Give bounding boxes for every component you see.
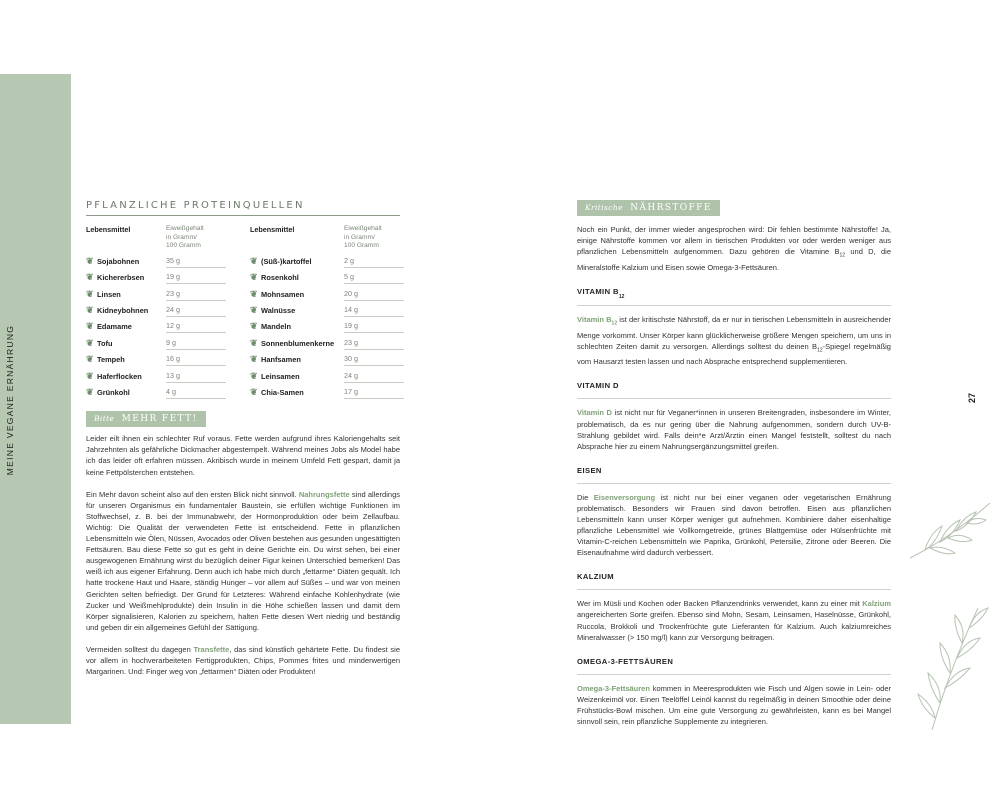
b12-heading: VITAMIN $B_{12}$ [577, 281, 891, 306]
food-name: ❦ Sojabohnen [86, 253, 166, 269]
food-name: ❦ Kidneybohnen [86, 302, 166, 318]
leaf-icon: ❦ [86, 386, 94, 397]
leaf-icon: ❦ [86, 255, 94, 266]
food-name: ❦ Tofu [86, 335, 166, 351]
protein-value: 19 g [344, 318, 400, 334]
kalzium-heading: KALZIUM [577, 566, 891, 590]
protein-table [86, 225, 400, 251]
protein-value: 20 g [344, 286, 400, 302]
leaf-icon: ❦ [250, 370, 258, 381]
leaf-branch-illustration [900, 498, 995, 733]
leaf-icon: ❦ [86, 272, 94, 283]
leaf-icon: ❦ [250, 337, 258, 348]
protein-value: 19 g [166, 269, 250, 285]
col-header-food-2: Lebensmittel [250, 225, 295, 234]
food-name: ❦ Linsen [86, 286, 166, 302]
protein-value: 14 g [344, 302, 400, 318]
leaf-icon: ❦ [250, 386, 258, 397]
food-name: ❦ Edamame [86, 318, 166, 334]
col-header-protein-2: Eiweißgehalt in Gramm/ 100 Gramm [344, 225, 382, 250]
leaf-icon: ❦ [86, 370, 94, 381]
protein-value: 5 g [344, 269, 400, 285]
col-header-food: Lebensmittel [86, 225, 131, 234]
right-column [577, 197, 891, 727]
leaf-icon: ❦ [250, 354, 258, 365]
naehrstoffe-banner: Kritische NÄHRSTOFFE [577, 200, 720, 216]
left-column [86, 200, 400, 677]
leaf-icon: ❦ [86, 304, 94, 315]
vitamin-d-text: Vitamin D ist nicht nur für Veganer*innen in unseren Breitengraden, insbesondere im Winter, problematisch, da es nur gering über die Nahrung aufgenommen, sondern durch UV-B-Strahlung gebildet wird. Falls dein*e Arzt/Ärztin einen Mangel feststellt, solltest du nach Absprache hier zu einem Nahrungsergänzungsmittel greifen. [577, 408, 892, 451]
food-name: ❦ Haferflocken [86, 368, 166, 384]
eisen-heading: EISEN [577, 460, 891, 484]
b12-text: Vitamin $B_{12}$ ist der kritischste Nährstoff, da er nur in tierischen Lebensmitteln in ausreichender Menge vorkommt. Unser Körper kann glücklicherweise größere Mengen speichern, um uns in schlechten Zeiten damit zu versorgen. Allerdings solltest du deinen $B_{12}$-Spiegel regelmäßig vom Hausarzt testen lassen und nach Absprache entsprechend supplementieren. [577, 315, 892, 367]
protein-value: 13 g [166, 368, 250, 384]
protein-value: 16 g [166, 351, 250, 367]
protein-value: 24 g [344, 368, 400, 384]
food-name: ❦ Tempeh [86, 351, 166, 367]
protein-value: 30 g [344, 351, 400, 367]
protein-value: 35 g [166, 253, 250, 269]
leaf-icon: ❦ [86, 321, 94, 332]
fett-paragraph-3: Vermeiden solltest du dagegen Transfette, das sind künstlich gehärtete Fette. Du findest sie vor allem in hochverarbeiteten Fertigprodukten, Chips, Pommes frites und minderwertigen Margarinen. Und: Finger weg von „fettarmen“ Diäten oder Produkten! [86, 644, 400, 677]
eisen-text: Die Eisenversorgung ist nicht nur bei einer veganen oder vegetarischen Ernährung problematisch. Besonders wir Frauen sind davon betroffen. Eisen aus pflanzlichen Lebensmitteln kann unser Körper weniger gut aufnehmen. Kombiniere daher eisenhaltige pflanzliche Lebensmittel wie Vollkorngetreide, grünes Blattgemüse oder Hülsenfrüchte mit Vitamin-C-reichen Lebensmitteln wie Paprika, Grünkohl, Petersilie, Zitrone oder Beeren. Die Eisenaufnahme wird dadurch verbessert. [577, 492, 891, 558]
kalzium-text: Wer im Müsli und Kochen oder Backen Pflanzendrinks verwendet, kann zu einer mit Kalzium angereicherten Sorte greifen. Ebenso sind Mohn, Sesam, Leinsamen, Haselnüsse, Grünkohl, Ruccola, Brokkoli und Trockenfrüchte gute Lieferanten für Kalzium. Auch kalziumreiches Mineralwasser (> 150 mg/l) kann zur Versorgung beitragen. [577, 599, 891, 642]
food-name: ❦ (Süß-)kartoffel [250, 253, 344, 269]
omega-text: Omega-3-Fettsäuren kommen in Meeresprodukten wie Fisch und Algen sowie in Lein- oder Weizenkeimöl vor. Einen Teelöffel Leinöl kannst du regelmäßig in deinen Smoothie oder deine Frühstücks-Bowl mischen. Um eine gute Versorgung zu gewährleisten, kann es bei Mangel sinnvoll sein, rein pflanzliche Supplemente zu integrieren. [577, 683, 891, 727]
fett-paragraph-1: Leider eilt ihnen ein schlechter Ruf voraus. Fette werden aufgrund ihres Kaloriengehalts seit Jahrzehnten als gefährliche Dickmacher abgestempelt. Während meines Jobs als Model habe ich das leider oft erfahren müssen. Akribisch wurde in meinem Umfeld Fett gespart, damit ja keine Fettpölsterchen entstehen. [86, 434, 400, 477]
fett-paragraph-2: Ein Mehr davon scheint also auf den ersten Blick nicht sinnvoll. Nahrungsfette sind allerdings für unseren Organismus ein fundamentaler Baustein, sie erfüllen wichtige Funktionen im Stoffwechsel, z. B. bei der Immunabwehr, der Hormonproduktion oder beim Zellaufbau. Wichtig: Die Qualität der verwendeten Fette ist entscheidend. Fette in pflanzlichen Lebensmitteln wie Ölen, Nüssen, Avocados oder Oliven bestehen aus gesunden ungesättigten Fettsäuren. Bau diese Fette so gut es geht in deine Gerichte ein. Du wirst sehen, bei einer ausgewogenen Ernährung wirst du bezüglich deiner Figur keinen Unterschied bemerken! Das weiß ich aus eigener Erfahrung. Denn auch ich habe mich durch „fettarme“ Diäten gequält. Ich hatte trockene Haut und Haare, ständig Hunger – vor allem auf Süßes – und war von meinen Gerichten selten befriedigt. Der Grund für Letzteres: Während einfache Kohlenhydrate (wie Zucker und Weißmehlprodukte) dein Insulin in die Höhe schießen lassen und damit dem Körper signalisieren, Kalorien zu speichern, halten Fette diesen Wert niedrig und beständig und geben dir ein allgemeines Gefühl der Sättigung. [86, 489, 400, 632]
vitamin-d-heading: VITAMIN D [577, 375, 891, 399]
leaf-icon: ❦ [250, 288, 258, 299]
leaf-icon: ❦ [250, 304, 258, 315]
leaf-icon: ❦ [250, 321, 258, 332]
protein-value: 12 g [166, 318, 250, 334]
leaf-icon: ❦ [250, 272, 258, 283]
leaf-icon: ❦ [86, 288, 94, 299]
chapter-side-label: MEINE VEGANE ERNÄHRUNG [5, 324, 15, 476]
leaf-icon: ❦ [250, 255, 258, 266]
food-name: ❦ Grünkohl [86, 384, 166, 400]
protein-value: 9 g [166, 335, 250, 351]
page-number: 27 [967, 392, 978, 404]
omega-heading: OMEGA-3-FETTSÄUREN [577, 651, 891, 675]
food-name: ❦ Hanfsamen [250, 351, 344, 367]
protein-value: 17 g [344, 384, 400, 400]
food-name: ❦ Chia-Samen [250, 384, 344, 400]
food-name: ❦ Mandeln [250, 318, 344, 334]
food-name: ❦ Rosenkohl [250, 269, 344, 285]
naehrstoffe-intro: Noch ein Punkt, der immer wieder angesprochen wird: Dir fehlen bestimmte Nährstoffe! Ja, einige Nährstoffe kommen vor allem in tierischen Produkten vor oder werden weniger aus pflanzlichen Lebensmitteln aufgenommen. Dazu gehören die Vitamine $B_{12}$ und D, die Mineralstoffe Kalzium und Eisen sowie Omega-3-Fettsäuren. [577, 225, 891, 272]
fett-banner: Bitte MEHR FETT! [86, 411, 206, 427]
food-name: ❦ Leinsamen [250, 368, 344, 384]
protein-value: 23 g [166, 286, 250, 302]
col-header-protein: Eiweißgehalt in Gramm/ 100 Gramm [166, 225, 204, 250]
protein-value: 4 g [166, 384, 250, 400]
food-name: ❦ Mohnsamen [250, 286, 344, 302]
protein-table-title: PFLANZLICHE PROTEINQUELLEN [86, 200, 400, 216]
food-name: ❦ Walnüsse [250, 302, 344, 318]
protein-rows [86, 253, 400, 401]
food-name: ❦ Sonnenblumenkerne [250, 335, 344, 351]
fett-section [86, 408, 400, 677]
protein-value: 24 g [166, 302, 250, 318]
food-name: ❦ Kichererbsen [86, 269, 166, 285]
leaf-icon: ❦ [86, 337, 94, 348]
protein-value: 23 g [344, 335, 400, 351]
leaf-icon: ❦ [86, 354, 94, 365]
protein-value: 2 g [344, 253, 400, 269]
